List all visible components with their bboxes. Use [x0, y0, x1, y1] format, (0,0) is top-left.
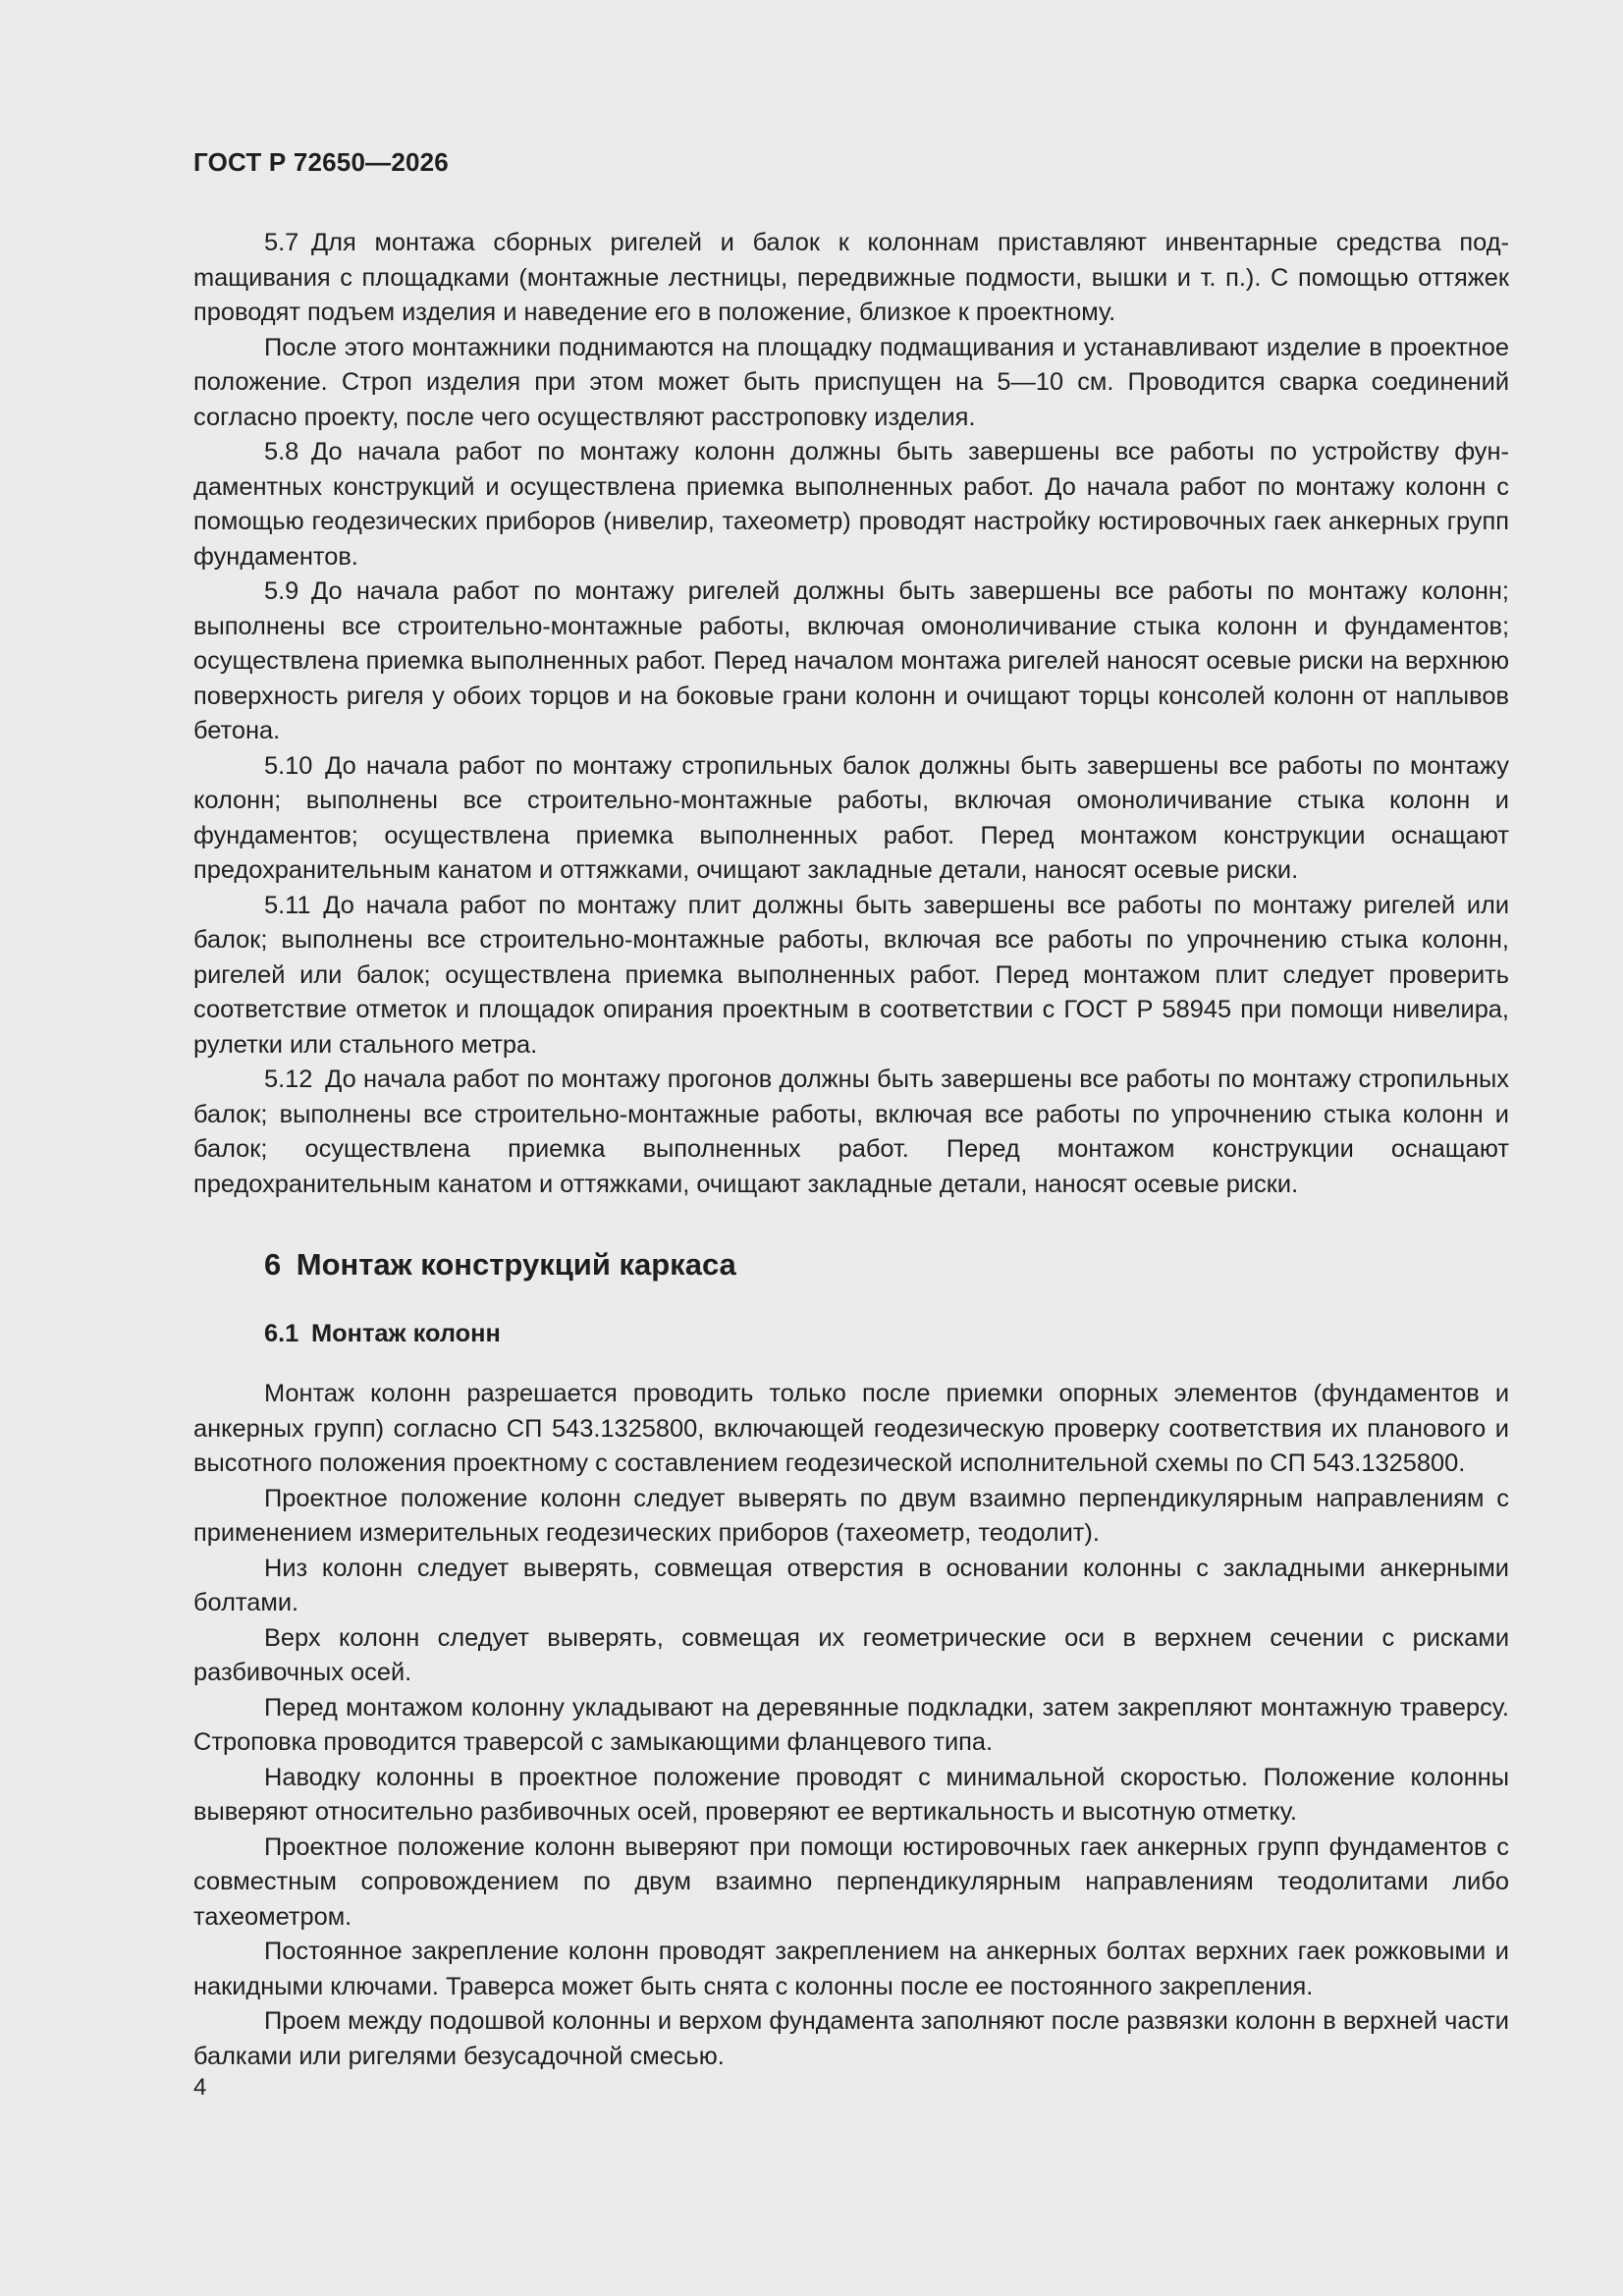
paragraph-5-11: 5.11 До начала работ по монтажу плит должны быть завершены все работы по монтажу ригелей или балок; выполнены все строительно-монтажные работы, включая все работы по упрочнению стыка колонн, ригелей или балок; осуществлена приемка выполненных работ. Перед монтажом плит следует проверить соответствие отметок и площадок опирания проектным в соответствии с ГОСТ Р 58945 при помощи нивелира, рулетки или стального метра. [193, 891, 1509, 1059]
paragraph-5-8: 5.8 До начала работ по монтажу колонн должны быть завершены все работы по устройству фундаментных конструкций и осуществлена приемка выполненных работ. До начала работ по монтажу колонн с помощью геодезических приборов (нивелир, тахеометр) проводят настройку юстировочных гаек анкерных групп фундаментов. [193, 438, 1509, 571]
paragraph-6-1-b: Проектное положение колонн следует выверять по двум взаимно перпендикулярным направлениям с применением измерительных геодезических приборов (тахеометр, теодолит). [193, 1484, 1509, 1547]
paragraph-6-1-d: Верх колонн следует выверять, совмещая их геометрические оси в верхнем сечении с рисками разбивочных осей. [193, 1623, 1509, 1686]
paragraph-5-7-continued: После этого монтажники поднимаются на площадку подмащивания и устанавливают изделие в проектное положение. Строп изделия при этом может быть приспущен на 5—10 см. Проводится сварка соединений согласно проекту, после чего осуществляют расстроповку изделия. [193, 333, 1509, 431]
paragraph-6-1-h: Постоянное закрепление колонн проводят закреплением на анкерных болтах верхних гаек рожковыми и накидными ключами. Траверса может быть снята с колонны после ее постоянного закрепления. [193, 1938, 1509, 2000]
paragraph-6-1-i: Проем между подошвой колонны и верхом фундамента заполняют после развязки колонн в верхней части балками или ригелями безусадочной смесью. [193, 2007, 1509, 2070]
paragraph-6-1-a: Монтаж колонн разрешается проводить только после приемки опорных элементов (фундаментов и анкерных групп) согласно СП 543.1325800, включающей геодезическую проверку соответствия их планового и высотного положения проектному с составлением геодезической исполнительной схемы по СП 543.1325800. [193, 1380, 1509, 1477]
section-title: 6 Монтаж конструкций каркаса [264, 1247, 736, 1282]
page-number: 4 [193, 2074, 207, 2101]
document-body [193, 226, 1509, 2074]
paragraph-6-1-g: Проектное положение колонн выверяют при помощи юстировочных гаек анкерных групп фундаментов с совместным сопровождением по двум взаимно перпендикулярным направлениям теодолитами либо тахеометром. [193, 1832, 1509, 1931]
paragraph-6-1-f: Наводку колонны в проектное положение проводят с минимальной скоростью. Положение колонны выверяют относительно разбивочных осей, проверяют ее вертикальность и высотную отметку. [193, 1763, 1509, 1826]
paragraph-5-7: 5.7 Для монтажа сборных ригелей и балок к колоннам приставляют инвентарные средства подmащивания с площадками (монтажные лестницы, передвижные подмости, вышки и т. п.). С помощью оттяжек проводят подъем изделия и наведение его в положение, близкое к проектному. [193, 229, 1509, 326]
paragraph-6-1-e: Перед монтажом колонну укладывают на деревянные подкладки, затем закрепляют монтажную траверсу. Строповка проводится траверсой с замыкающими фланцевого типа. [193, 1693, 1509, 1756]
paragraph-5-12: 5.12 До начала работ по монтажу прогонов должны быть завершены все работы по монтажу стропильных балок; выполнены все строительно-монтажные работы, включая все работы по упрочнению стыка колонн и балок; осуществлена приемка выполненных работ. Перед монтажом конструкции оснащают предохранительным канатом и оттяжками, очищают закладные детали, наносят осевые риски. [193, 1066, 1509, 1198]
paragraph-5-10: 5.10 До начала работ по монтажу стропильных балок должны быть завершены все работы по монтажу колонн; выполнены все строительно-монтажные работы, включая омоноличивание стыка колонн и фундаментов; осуществлена приемка выполненных работ. Перед монтажом конструкции оснащают предохранительным канатом и оттяжками, очищают закладные детали, наносят осевые риски. [193, 751, 1509, 884]
paragraph-6-1-c: Низ колонн следует выверять, совмещая отверстия в основании колонны с закладными анкерными болтами. [193, 1554, 1509, 1616]
document-header: ГОСТ Р 72650—2026 [193, 147, 449, 177]
paragraph-5-9: 5.9 До начала работ по монтажу ригелей должны быть завершены все работы по монтажу колонн; выполнены все строительно-монтажные работы, включая омоноличивание стыка колонн и фундаментов; осуществлена приемка выполненных работ. Перед началом монтажа ригелей наносят осевые риски на верхнюю поверхность ригеля у обоих торцов и на боковые грани колонн и очищают торцы консолей колонн от наплывов бетона. [193, 577, 1509, 744]
subsection-title: 6.1 Монтаж колонн [264, 1320, 501, 1347]
